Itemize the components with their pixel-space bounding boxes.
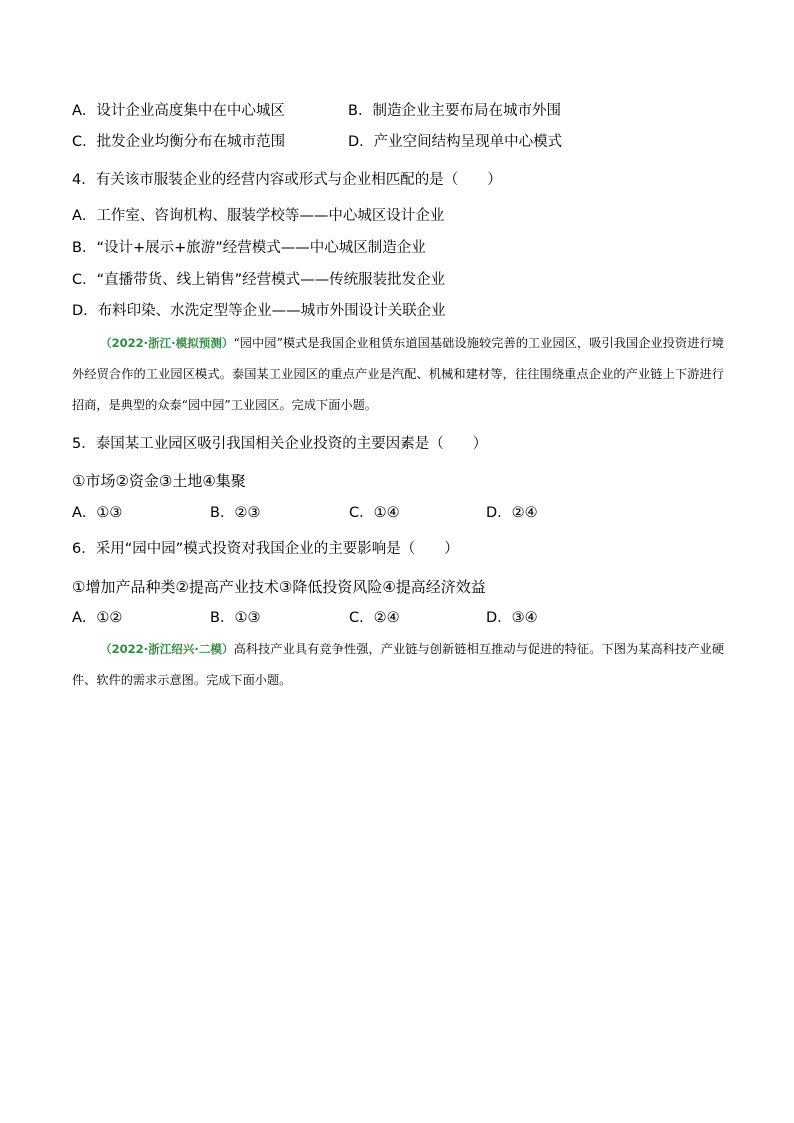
q4-stem: 4．有关该市服装企业的经营内容或形式与企业相匹配的是（ ）	[72, 172, 502, 188]
material-paragraph-2	[72, 634, 724, 696]
q6-option-c: C．②④	[349, 610, 400, 626]
q4-option-d: D．布料印染、水洗定型等企业——城市外围设计关联企业	[72, 303, 446, 319]
q5-options-row	[72, 503, 732, 523]
q6-option-d: D．③④	[486, 610, 538, 626]
q5-option-a: A．①③	[72, 505, 123, 521]
q3-option-c: C．批发企业均衡分布在城市范围	[72, 134, 286, 150]
q6-options-row	[72, 608, 732, 628]
q4-option-a: A．工作室、咨询机构、服装学校等——中心城区设计企业	[72, 208, 445, 224]
q6-items: ①增加产品种类②提高产业技术③降低投资风险④提高经济效益	[72, 578, 486, 596]
q3-options-row-2	[72, 132, 732, 152]
q6-stem: 6．采用“园中园”模式投资对我国企业的主要影响是（ ）	[72, 541, 459, 557]
q5-items: ①市场②资金③土地④集聚	[72, 472, 246, 490]
q5-option-b: B．②③	[210, 505, 261, 521]
q3-options-row-1	[72, 101, 732, 121]
q5-option-c: C．①④	[349, 505, 400, 521]
q4-option-c: C．“直播带货、线上销售”经营模式——传统服装批发企业	[72, 272, 446, 288]
material-1-source: （2022·浙江·模拟预测）	[100, 336, 234, 350]
q6-option-b: B．①③	[210, 610, 261, 626]
material-2-source: （2022·浙江绍兴·二模）	[100, 642, 234, 656]
material-2-text: 高科技产业具有竞争性强，产业链与创新链相互推动与促进的特征。下图为某高科技产业硬件、软件的需求示意图。完成下面小题。	[72, 642, 725, 687]
q3-option-b: B．制造企业主要布局在城市外围	[348, 103, 561, 119]
q6-option-a: A．①②	[72, 610, 123, 626]
material-1-text: “园中园”模式是我国企业租赁东道国基础设施较完善的工业园区，吸引我国企业投资进行境外经贸合作的工业园区模式。泰国某工业园区的重点产业是汽配、机械和建材等，往往围绕重点企业的产业链上下游进行招商，是典型的众泰“园中园”工业园区。完成下面小题。	[72, 336, 724, 412]
q3-option-a: A．设计企业高度集中在中心城区	[72, 103, 285, 119]
q4-option-b: B．“设计+展示+旅游”经营模式——中心城区制造企业	[72, 240, 426, 256]
q5-stem: 5．泰国某工业园区吸引我国相关企业投资的主要因素是（ ）	[72, 436, 488, 452]
q3-option-d: D．产业空间结构呈现单中心模式	[348, 134, 563, 150]
q5-option-d: D．②④	[486, 505, 538, 521]
material-paragraph-1	[72, 328, 724, 421]
